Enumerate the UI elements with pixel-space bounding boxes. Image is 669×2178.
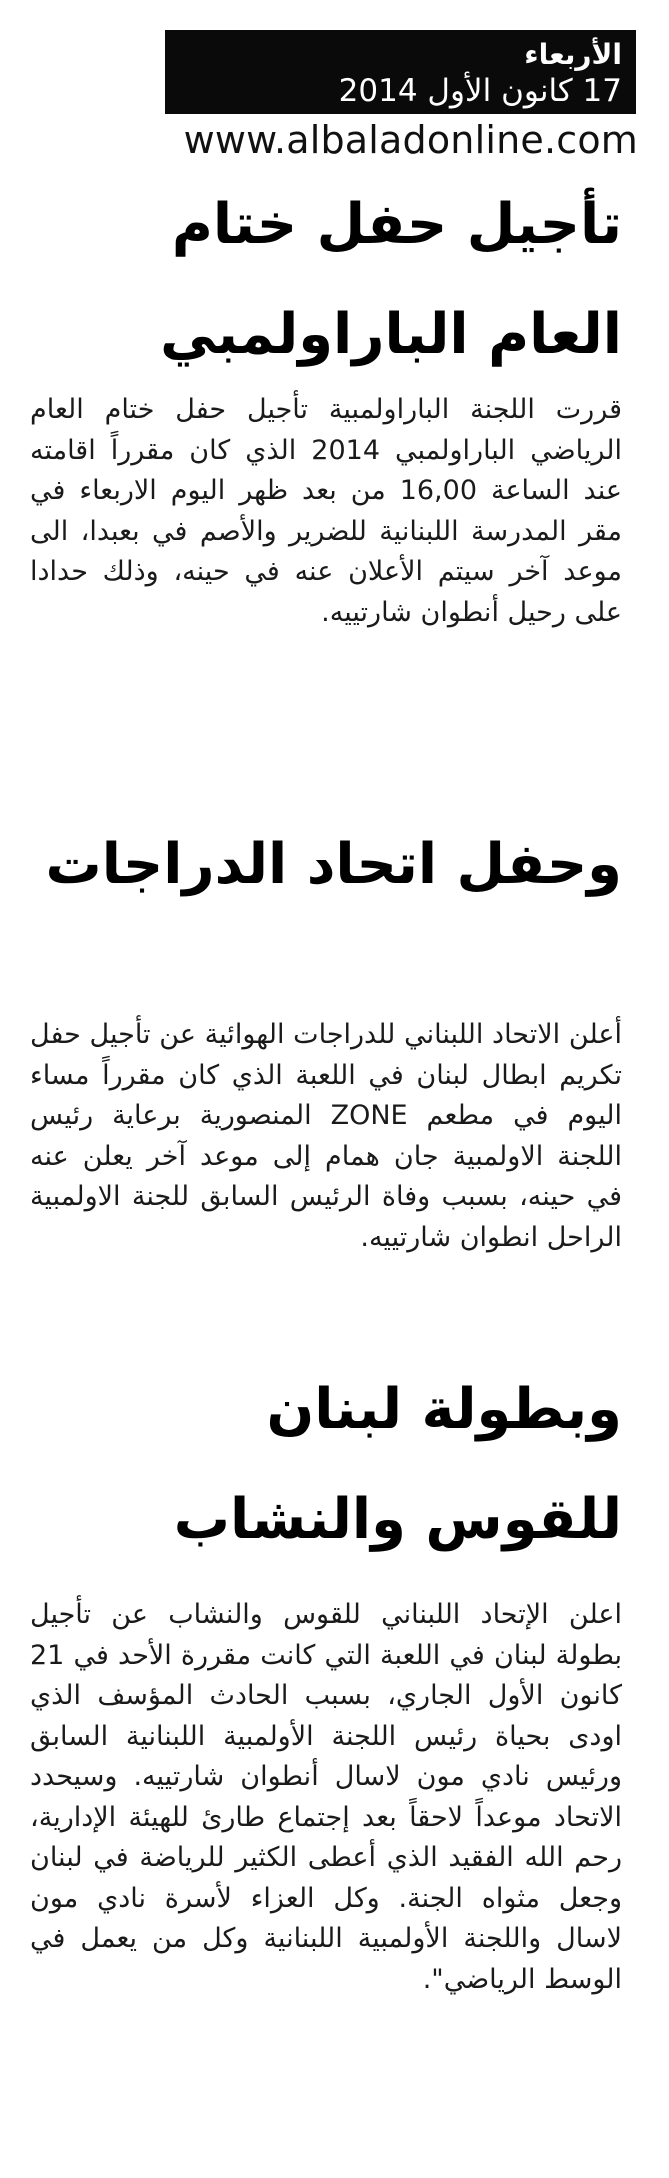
article-headline (30, 170, 622, 390)
spacer (30, 1575, 622, 1595)
article-paralympic (30, 170, 622, 633)
article-body: اعلن الإتحاد اللبناني للقوس والنشاب عن تأجيل بطولة لبنان في اللعبة التي كانت مقررة الأحد في 21 كانون الأول الجاري، بسبب الحادث المؤسف الذي اودى بحياة رئيس اللجنة الأولمبية اللبنانية السابق ورئيس نادي مون لاسال أنطوان شارتييه. وسيحدد الاتحاد موعداً لاحقاً بعد إجتماع طارئ للهيئة الإدارية، رحم الله الفقيد الذي أعطى الكثير للرياضة في لبنان وجعل مثواه الجنة. وكل العزاء لأسرة نادي مون لاسال واللجنة الأولمبية اللبنانية وكل من يعمل في الوسط الرياضي". (30, 1599, 622, 1995)
article-headline (30, 810, 622, 920)
article-body: أعلن الاتحاد اللبناني للدراجات الهوائية عن تأجيل حفل تكريم ابطال لبنان في اللعبة الذي كان مقرراً مساء اليوم في مطعم ZONE المنصورية برعاية رئيس اللجنة الاولمبية جان همام إلى موعد آخر يعلن عنه في حينه، بسبب وفاة الرئيس السابق للجنة الاولمبية الراحل انطوان شارتييه. (30, 1019, 622, 1253)
headline-line: العام الباراولمبي (160, 302, 622, 367)
website-url: www.albaladonline.com (183, 118, 638, 162)
day-label: الأربعاء (524, 38, 622, 71)
article-body: قررت اللجنة الباراولمبية تأجيل حفل ختام العام الرياضي الباراولمبي 2014 الذي كان مقرراً اقامته عند الساعة 16,00 من بعد ظهر اليوم الاربعاء في مقر المدرسة اللبنانية للضرير والأصم في بعبدا، الى موعد آخر سيتم الأعلان عنه في حينه، وذلك حدادا على رحيل أنطوان شارتييه. (30, 394, 622, 628)
article-headline (30, 1355, 622, 1575)
headline-line: تأجيل حفل ختام (171, 192, 622, 257)
article-archery (30, 1355, 622, 2000)
spacer (30, 920, 622, 1015)
date-label: 17 كانون الأول 2014 (338, 73, 622, 109)
headline-line: وبطولة لبنان (266, 1377, 622, 1442)
headline-line: للقوس والنشاب (173, 1487, 622, 1552)
article-cycling (30, 810, 622, 1258)
date-box (165, 30, 636, 114)
headline-line: وحفل اتحاد الدراجات (45, 832, 622, 897)
